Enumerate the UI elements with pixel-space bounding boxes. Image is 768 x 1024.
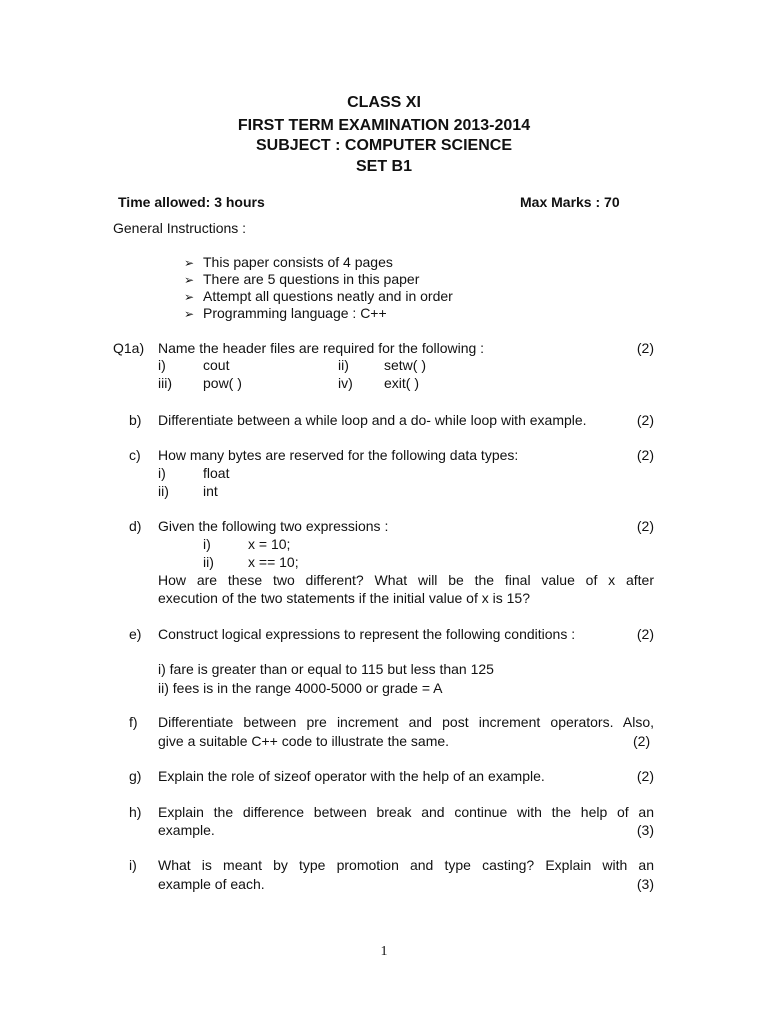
question-label: f): [129, 714, 138, 730]
instruction-item: There are 5 questions in this paper: [203, 271, 420, 287]
arrow-bullet-icon: ➢: [184, 273, 195, 287]
question-label: b): [129, 412, 142, 428]
set-heading: SET B1: [355, 158, 412, 175]
question-text-line: give a suitable C++ code to illustrate the same.: [158, 733, 450, 749]
option-text: pow( ): [203, 375, 242, 391]
question-text: Differentiate between a while loop and a do- while loop with example.: [158, 412, 587, 428]
subject-heading: SUBJECT : COMPUTER SCIENCE: [255, 137, 513, 154]
option-text: x == 10;: [248, 554, 299, 570]
question-text: Construct logical expressions to represent the following conditions :: [158, 626, 576, 642]
instruction-item: This paper consists of 4 pages: [203, 254, 393, 270]
question-marks: (2): [636, 626, 654, 642]
option-text: int: [203, 483, 218, 499]
question-marks: (2): [633, 733, 651, 749]
question-text-line: Differentiate between pre increment and post increment operators. Also,: [158, 714, 654, 730]
question-text-line: example of each.: [158, 876, 265, 892]
instruction-item: Attempt all questions neatly and in order: [203, 288, 453, 304]
question-marks: (3): [636, 822, 654, 838]
option-text: cout: [203, 357, 230, 373]
question-text-line: example.: [158, 822, 215, 838]
option-number: ii): [338, 357, 349, 373]
option-text: setw( ): [384, 357, 426, 373]
option-number: ii): [158, 483, 169, 499]
option-number: i): [203, 536, 211, 552]
question-text-line: execution of the two statements if the initial value of x is 15?: [158, 590, 530, 606]
question-marks: (2): [636, 340, 654, 356]
option-text: float: [203, 465, 230, 481]
option-number: iv): [338, 375, 353, 391]
question-text: Name the header files are required for the following :: [158, 340, 485, 356]
option-number: iii): [158, 375, 172, 391]
condition-text: i) fare is greater than or equal to 115 but less than 125: [158, 661, 494, 677]
option-text: x = 10;: [248, 536, 291, 552]
time-allowed: Time allowed: 3 hours: [118, 194, 265, 210]
max-marks: Max Marks : 70: [520, 194, 620, 210]
instructions-title: General Instructions :: [113, 220, 247, 236]
instruction-item: Programming language : C++: [203, 305, 387, 321]
arrow-bullet-icon: ➢: [184, 256, 195, 270]
exam-heading: FIRST TERM EXAMINATION 2013-2014: [237, 117, 531, 134]
question-label: d): [129, 518, 142, 534]
arrow-bullet-icon: ➢: [184, 307, 195, 321]
question-text: Given the following two expressions :: [158, 518, 389, 534]
question-text-line: How are these two different? What will be the final value of x after: [158, 572, 654, 588]
question-text-line: What is meant by type promotion and type casting? Explain with an: [158, 857, 654, 873]
option-text: exit( ): [384, 375, 419, 391]
option-number: ii): [203, 554, 214, 570]
arrow-bullet-icon: ➢: [184, 290, 195, 304]
option-number: i): [158, 465, 166, 481]
question-text: How many bytes are reserved for the following data types:: [158, 447, 519, 463]
condition-text: ii) fees is in the range 4000-5000 or grade = A: [158, 680, 443, 696]
question-label: h): [129, 804, 142, 820]
question-text: Explain the role of sizeof operator with the help of an example.: [158, 768, 545, 784]
question-label: c): [129, 447, 141, 463]
question-label: g): [129, 768, 142, 784]
option-number: i): [158, 357, 166, 373]
question-marks: (2): [636, 447, 654, 463]
question-label: e): [129, 626, 142, 642]
question-marks: (2): [636, 768, 654, 784]
question-label: Q1a): [113, 340, 145, 356]
question-marks: (2): [636, 412, 654, 428]
question-marks: (2): [636, 518, 654, 534]
class-heading: CLASS XI: [347, 94, 421, 111]
question-marks: (3): [636, 876, 654, 892]
question-label: i): [129, 857, 137, 873]
page-number: 1: [380, 944, 388, 959]
question-text-line: Explain the difference between break and continue with the help of an: [158, 804, 654, 820]
